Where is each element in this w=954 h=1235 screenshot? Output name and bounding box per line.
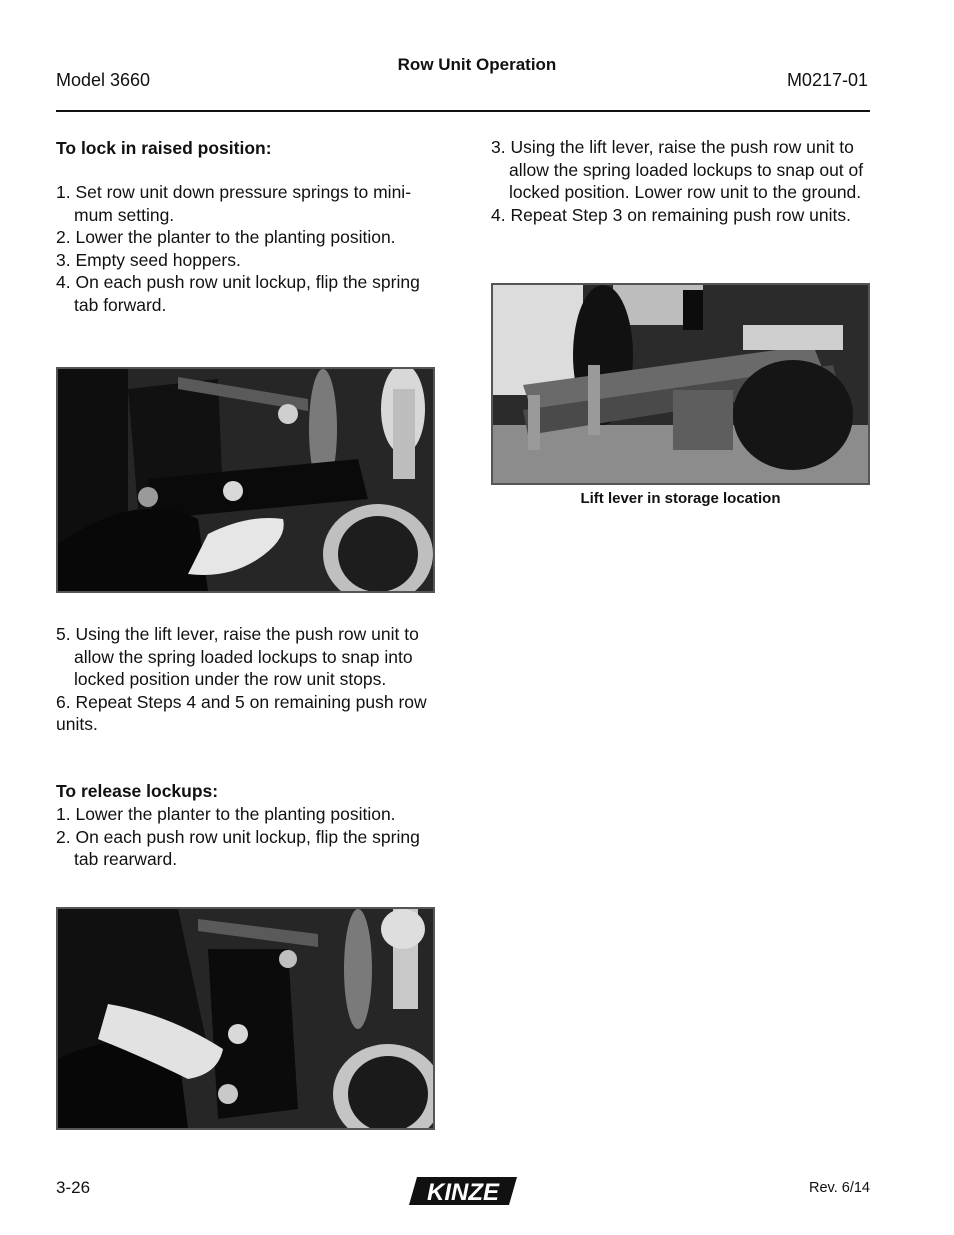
release-heading: To release lockups: [56,781,219,801]
list-item: 1. Set row unit down pressure springs to mini-mum setting. [56,182,412,225]
logo-text: KINZE [427,1179,499,1206]
lock-steps-list [56,181,438,316]
lock-heading: To lock in raised position: [56,138,272,158]
list-item: 5. Using the lift lever, raise the push row unit to allow the spring loaded lockups to snap into locked position under the row unit stops. [56,624,419,689]
kinze-logo [405,1175,523,1207]
photo-spring-tab-forward [56,367,435,593]
list-item: 3. Empty seed hoppers. [56,249,241,270]
list-item: 3. Using the lift lever, raise the push row unit to allow the spring loaded lockups to snap out of locked position. Lower row unit to the ground. [491,137,864,202]
page-number: 3-26 [56,1178,91,1197]
photo-spring-tab-rearward [56,907,435,1130]
list-item: 1. Lower the planter to the planting position. [56,804,396,824]
release-steps-list [56,803,438,871]
photo-lift-lever-storage [491,283,870,485]
list-item: 4. On each push row unit lockup, flip the spring tab forward. [56,272,420,315]
list-item: 2. Lower the planter to the planting position. [56,227,396,247]
header-model: Model 3660 [56,70,151,90]
list-item: 4. Repeat Step 3 on remaining push row units. [491,204,851,225]
revision: Rev. 6/14 [809,1180,870,1196]
header-doc-number: M0217-01 [786,70,868,90]
release-steps-continued-list [491,136,871,226]
list-item: 2. On each push row unit lockup, flip the spring tab rearward. [56,826,420,869]
list-item: 6. Repeat Steps 4 and 5 on remaining push row units. [56,691,427,734]
header-section-title: Row Unit Operation [397,55,557,74]
header-rule [56,110,870,112]
lock-steps-continued-list [56,623,438,736]
photo-caption: Lift lever in storage location [580,490,781,507]
